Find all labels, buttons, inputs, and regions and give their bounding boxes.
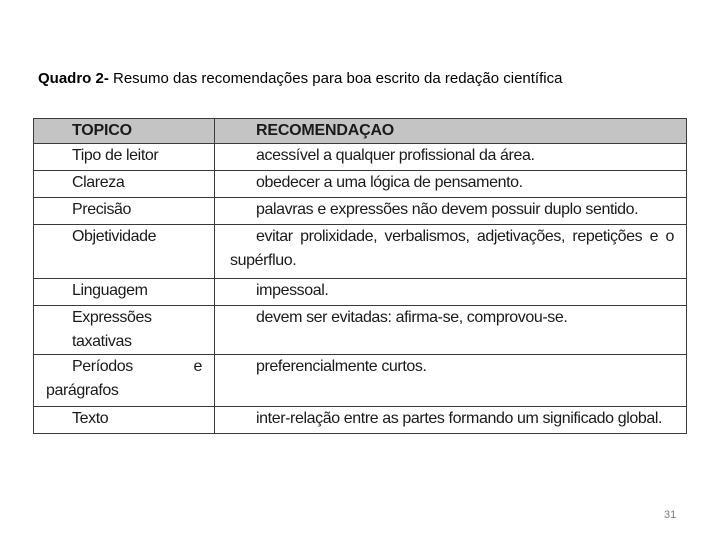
caption-text: Resumo das recomendações para boa escrito da redação científica (108, 70, 563, 87)
recommendation-line-2: supérfluo. (230, 252, 297, 269)
page-number: 31 (664, 509, 677, 521)
topic-word-1: Períodos (72, 358, 133, 375)
topic-line-1 (72, 355, 214, 379)
table-row (34, 144, 687, 171)
recommendation-cell: preferencialmente curtos. (215, 355, 687, 407)
table-row (34, 225, 687, 279)
table-header-row (34, 119, 687, 144)
recommendation-line-1: evitar prolixidade, verbalismos, adjetivações, repetições e o (256, 228, 674, 245)
table-row (34, 306, 687, 355)
topic-cell: Expressões taxativas (34, 306, 215, 355)
recommendation-cell: acessível a qualquer profissional da área. (215, 144, 687, 171)
table-row (34, 407, 687, 434)
topic-word-2: e (193, 358, 202, 375)
recommendation-cell: palavras e expressões não devem possuir duplo sentido. (215, 198, 687, 225)
recommendations-table (33, 118, 687, 434)
recommendation-cell: impessoal. (215, 279, 687, 306)
recommendation-cell: obedecer a uma lógica de pensamento. (215, 171, 687, 198)
table-caption (38, 70, 562, 87)
topic-cell: Clareza (34, 171, 215, 198)
topic-cell: Texto (34, 407, 215, 434)
topic-cell: Tipo de leitor (34, 144, 215, 171)
topic-cell: Objetividade (34, 225, 215, 279)
table-row (34, 279, 687, 306)
topic-cell: Precisão (34, 198, 215, 225)
header-topic: TOPICO (34, 119, 215, 144)
topic-cell: Linguagem (34, 279, 215, 306)
recommendation-cell: devem ser evitadas: afirma-se, comprovou-se. (215, 306, 687, 355)
caption-label: Quadro 2- (38, 70, 109, 87)
recommendation-cell: inter-relação entre as partes formando um significado global. (215, 407, 687, 434)
topic-cell (34, 355, 215, 407)
topic-line-2: parágrafos (46, 382, 119, 399)
header-recommendation: RECOMENDAÇAO (215, 119, 687, 144)
recommendation-cell (215, 225, 687, 279)
table-row (34, 355, 687, 407)
table-row (34, 198, 687, 225)
table-row (34, 171, 687, 198)
